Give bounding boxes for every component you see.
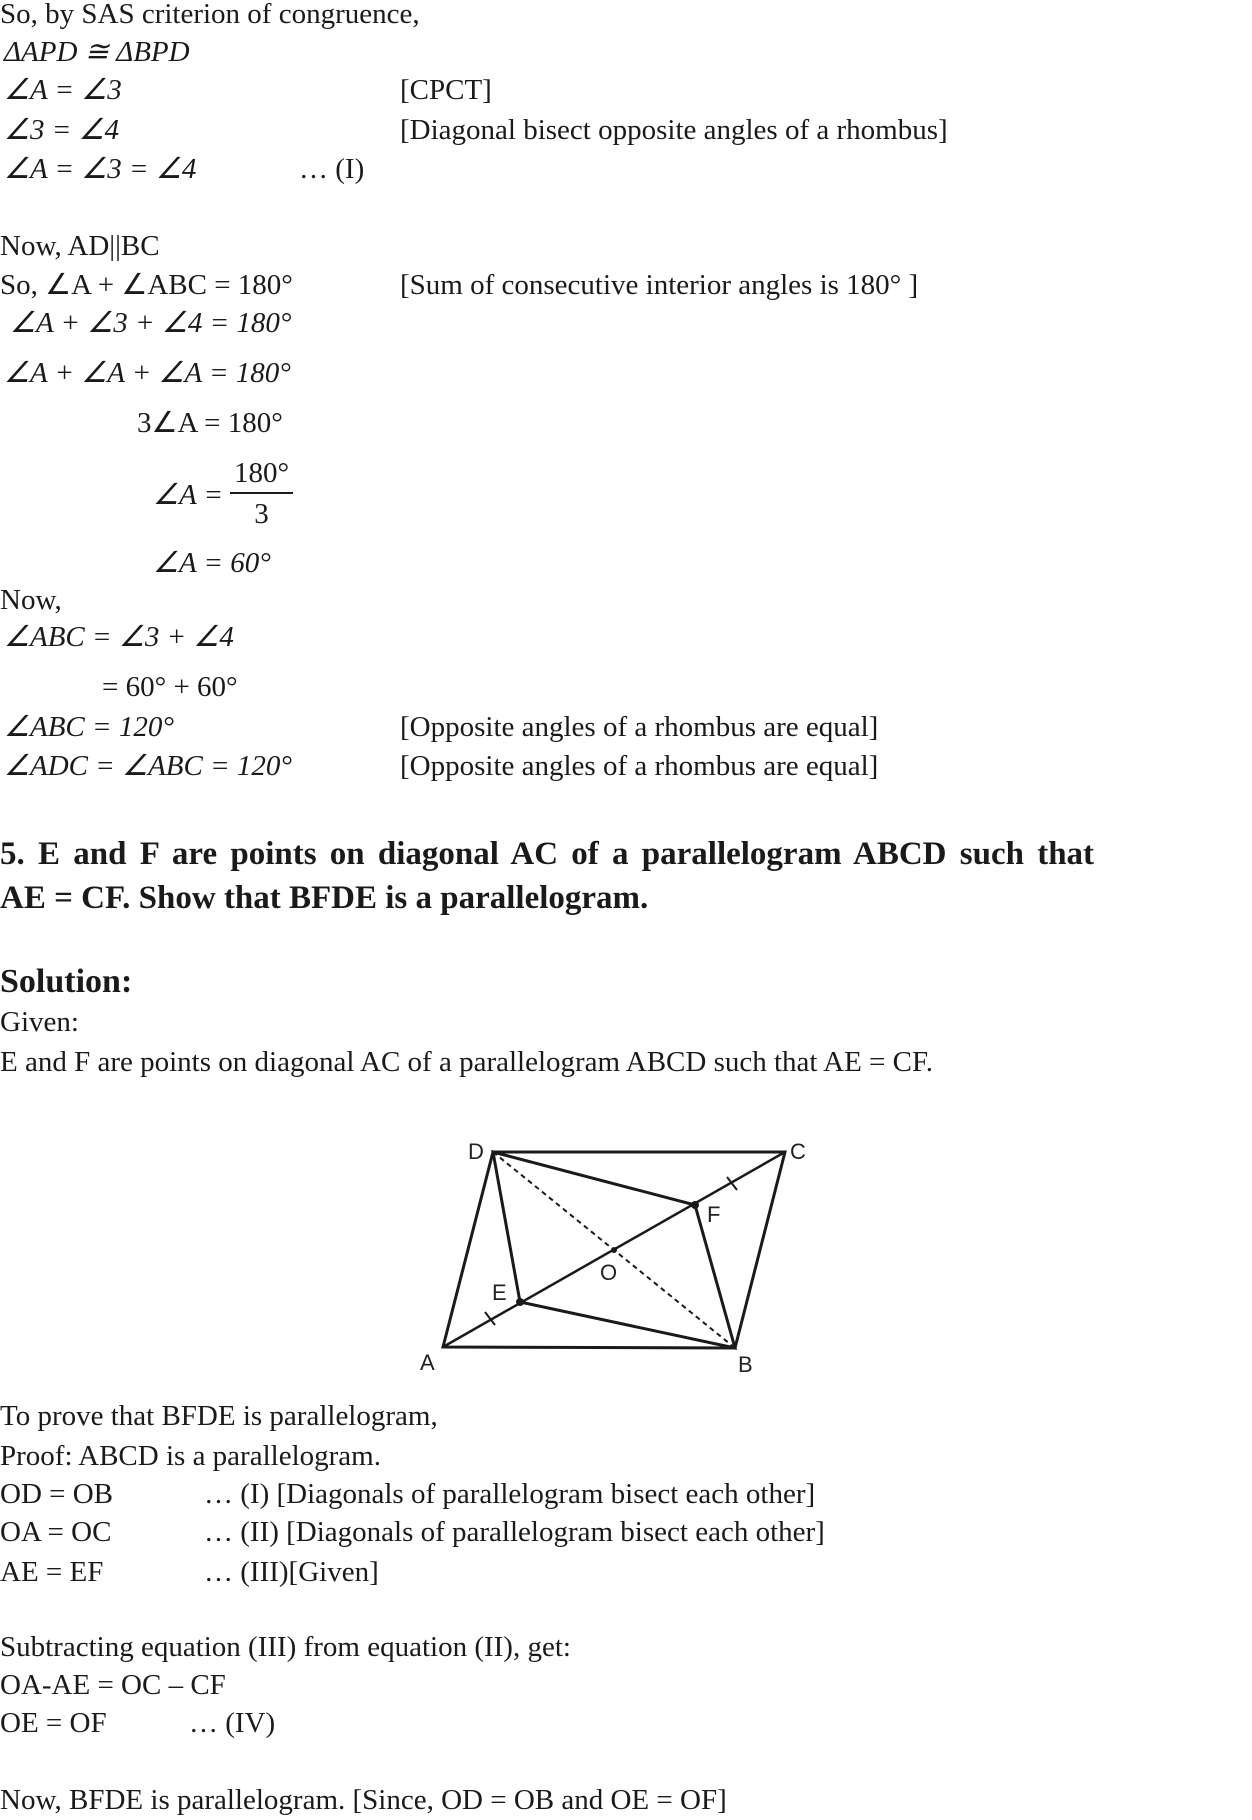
text-line: Now, — [0, 584, 62, 616]
equation-tag: … (I) — [299, 153, 365, 185]
label-b: B — [738, 1352, 753, 1377]
label-o: O — [600, 1260, 618, 1285]
text-line: Subtracting equation (III) from equation (II), get: — [0, 1631, 571, 1663]
math-line: ∠A = ∠3 = ∠4 — [4, 153, 197, 185]
reason: [Opposite angles of a rhombus are equal] — [400, 711, 879, 743]
fraction-numerator: 180° — [230, 454, 293, 494]
text-line: Now, AD||BC — [0, 230, 160, 262]
math-line: ∠A = ∠3 — [4, 74, 122, 106]
math-line: ∠A = — [153, 479, 224, 511]
math-line: ∠A = 60° — [153, 547, 271, 579]
fraction-denominator: 3 — [254, 498, 269, 530]
solution-heading: Solution: — [0, 963, 133, 1000]
reason: [Opposite angles of a rhombus are equal] — [400, 750, 879, 782]
question-line: 5. E and F are points on diagonal AC of a parallelogram ABCD such that — [0, 836, 1095, 872]
math-line: ∠A + ∠3 + ∠4 = 180° — [10, 307, 292, 339]
text-line: OA = OC — [0, 1516, 112, 1548]
reason: [Diagonal bisect opposite angles of a rhombus] — [400, 114, 948, 146]
math-line: ∠ADC = ∠ABC = 120° — [4, 750, 293, 782]
parallelogram-diagram — [400, 1100, 850, 1400]
reason: [Sum of consecutive interior angles is 180° ] — [400, 269, 919, 301]
label-a: A — [420, 1350, 435, 1375]
text-line: To prove that BFDE is parallelogram, — [0, 1400, 438, 1432]
text-line: Now, BFDE is parallelogram. [Since, OD = OB and OE = OF] — [0, 1784, 727, 1816]
label-f: F — [707, 1202, 721, 1227]
math-line: ΔAPD ≅ ΔBPD — [4, 36, 190, 68]
reason: … (III)[Given] — [204, 1556, 379, 1588]
text-line: OA-AE = OC – CF — [0, 1669, 226, 1701]
math-line: ∠A + ∠A + ∠A = 180° — [4, 357, 291, 389]
equation-tag: … (IV) — [189, 1707, 276, 1739]
reason: … (II) [Diagonals of parallelogram bisect each other] — [204, 1516, 825, 1548]
question-line: AE = CF. Show that BFDE is a parallelogram. — [0, 880, 649, 916]
math-line: ∠3 = ∠4 — [4, 114, 120, 146]
math-line: ∠ABC = 120° — [4, 711, 174, 743]
text-line: AE = EF — [0, 1556, 104, 1588]
text-line: So, by SAS criterion of congruence, — [0, 0, 420, 30]
math-line: 3∠A = 180° — [137, 407, 283, 439]
text-line: Proof: ABCD is a parallelogram. — [0, 1440, 381, 1472]
text-line: OD = OB — [0, 1478, 114, 1510]
fraction — [230, 454, 293, 534]
point-f — [691, 1201, 699, 1209]
math-line: ∠ABC = ∠3 + ∠4 — [4, 621, 234, 653]
math-line: So, ∠A + ∠ABC = 180° — [0, 269, 293, 301]
reason: [CPCT] — [400, 74, 492, 106]
label-e: E — [492, 1280, 507, 1305]
text-line: Given: — [0, 1006, 79, 1038]
point-e — [516, 1298, 524, 1306]
point-o — [611, 1247, 617, 1253]
label-d: D — [468, 1139, 484, 1164]
math-line: = 60° + 60° — [102, 671, 238, 703]
label-c: C — [790, 1139, 806, 1164]
reason: … (I) [Diagonals of parallelogram bisect each other] — [204, 1478, 816, 1510]
text-line: E and F are points on diagonal AC of a parallelogram ABCD such that AE = CF. — [0, 1046, 934, 1078]
text-line: OE = OF — [0, 1707, 107, 1739]
